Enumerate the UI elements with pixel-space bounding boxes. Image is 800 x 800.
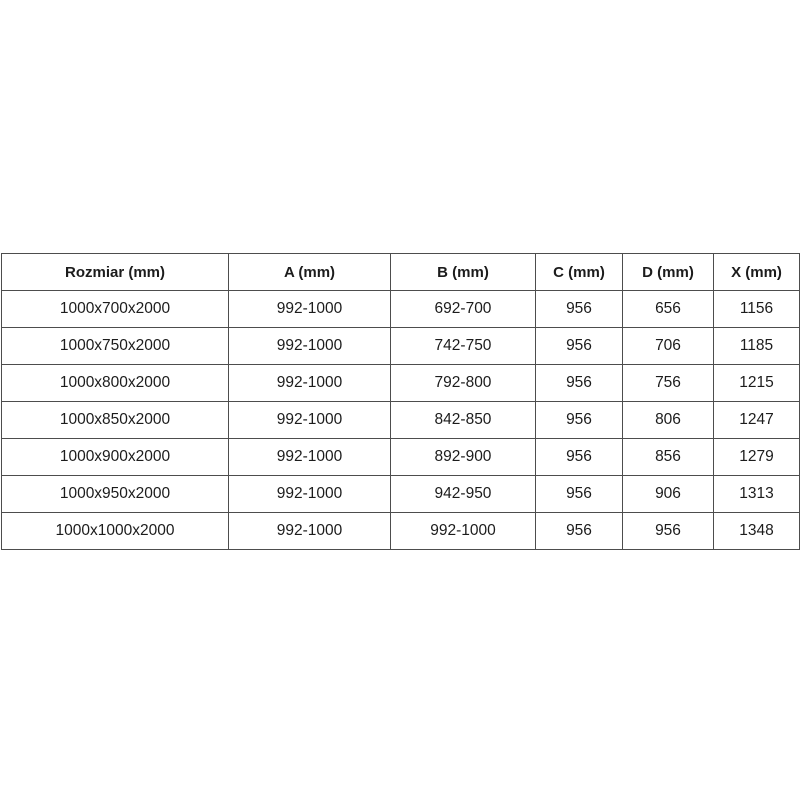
table-cell: 1000x1000x2000	[2, 513, 229, 550]
table-cell: 806	[623, 402, 714, 439]
table-cell: 956	[536, 291, 623, 328]
table-cell: 906	[623, 476, 714, 513]
table-cell: 992-1000	[229, 402, 391, 439]
table-cell: 1000x900x2000	[2, 439, 229, 476]
table-row	[2, 402, 800, 439]
table-cell: 756	[623, 365, 714, 402]
table-row	[2, 476, 800, 513]
table-cell: 1000x850x2000	[2, 402, 229, 439]
table-cell: 692-700	[391, 291, 536, 328]
table-cell: 956	[536, 365, 623, 402]
table-row	[2, 328, 800, 365]
table-cell: 956	[536, 513, 623, 550]
table-cell: 1247	[714, 402, 800, 439]
table-cell: 992-1000	[229, 365, 391, 402]
column-header-b: B (mm)	[391, 254, 536, 291]
table-cell: 956	[536, 402, 623, 439]
table-cell: 742-750	[391, 328, 536, 365]
table-cell: 1156	[714, 291, 800, 328]
table-cell: 992-1000	[229, 328, 391, 365]
table-cell: 892-900	[391, 439, 536, 476]
table-cell: 1000x750x2000	[2, 328, 229, 365]
table-row	[2, 513, 800, 550]
column-header-rozmiar: Rozmiar (mm)	[2, 254, 229, 291]
column-header-d: D (mm)	[623, 254, 714, 291]
table-cell: 956	[623, 513, 714, 550]
table-cell: 942-950	[391, 476, 536, 513]
table-row	[2, 439, 800, 476]
table-cell: 1215	[714, 365, 800, 402]
table-row	[2, 291, 800, 328]
table-cell: 956	[536, 476, 623, 513]
column-header-a: A (mm)	[229, 254, 391, 291]
table-cell: 992-1000	[229, 513, 391, 550]
table-row	[2, 365, 800, 402]
table-cell: 706	[623, 328, 714, 365]
table-header-row	[2, 254, 800, 291]
table-cell: 992-1000	[391, 513, 536, 550]
table-cell: 1348	[714, 513, 800, 550]
table-cell: 1185	[714, 328, 800, 365]
column-header-x: X (mm)	[714, 254, 800, 291]
table-cell: 956	[536, 439, 623, 476]
table-cell: 656	[623, 291, 714, 328]
dimensions-table	[1, 253, 800, 550]
table-cell: 1000x800x2000	[2, 365, 229, 402]
table-cell: 856	[623, 439, 714, 476]
column-header-c: C (mm)	[536, 254, 623, 291]
table-cell: 1313	[714, 476, 800, 513]
table-cell: 792-800	[391, 365, 536, 402]
table-cell: 1000x950x2000	[2, 476, 229, 513]
table-cell: 1000x700x2000	[2, 291, 229, 328]
table-cell: 956	[536, 328, 623, 365]
table-cell: 992-1000	[229, 291, 391, 328]
table-cell: 992-1000	[229, 439, 391, 476]
table-cell: 842-850	[391, 402, 536, 439]
table-cell: 992-1000	[229, 476, 391, 513]
table-cell: 1279	[714, 439, 800, 476]
